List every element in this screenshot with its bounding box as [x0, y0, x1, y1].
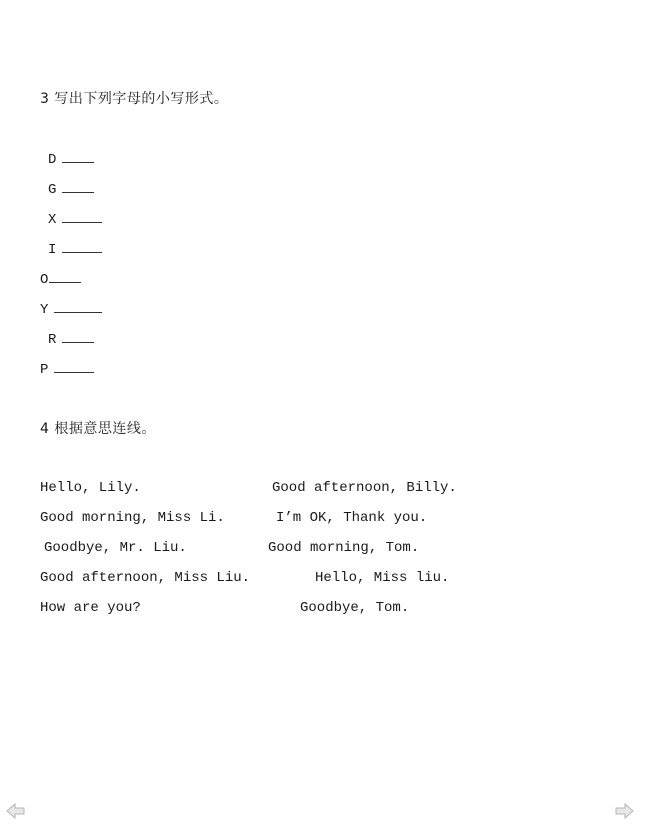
- letter-row-p: [40, 359, 94, 379]
- answer-blank-g[interactable]: [62, 179, 94, 193]
- match-right-item[interactable]: I’m OK, Thank you.: [276, 510, 428, 526]
- letter-row-r: [48, 329, 94, 349]
- letter-p: P: [40, 362, 49, 378]
- match-right-item[interactable]: Good afternoon, Billy.: [272, 480, 457, 496]
- match-left-item[interactable]: Good afternoon, Miss Liu.: [40, 570, 251, 586]
- answer-blank-y[interactable]: [54, 299, 102, 313]
- answer-blank-x[interactable]: [62, 209, 102, 223]
- answer-blank-r[interactable]: [62, 329, 94, 343]
- letter-i: I: [48, 242, 57, 258]
- letter-row-o: [40, 269, 81, 289]
- answer-blank-i[interactable]: [62, 239, 102, 253]
- letter-row-y: [40, 299, 102, 319]
- match-left-item[interactable]: How are you?: [40, 600, 141, 616]
- next-page-button[interactable]: [614, 802, 634, 820]
- letter-o: O: [40, 272, 49, 288]
- letter-row-g: [48, 179, 94, 199]
- answer-blank-o[interactable]: [49, 269, 81, 283]
- match-left-item[interactable]: Good morning, Miss Li.: [40, 510, 225, 526]
- match-left-item[interactable]: Hello, Lily.: [40, 480, 141, 496]
- arrow-left-icon: [6, 802, 26, 820]
- letter-row-d: [48, 149, 94, 169]
- letter-g: G: [48, 182, 57, 198]
- answer-blank-d[interactable]: [62, 149, 94, 163]
- match-left-item[interactable]: Goodbye, Mr. Liu.: [44, 540, 187, 556]
- match-right-item[interactable]: Hello, Miss liu.: [315, 570, 450, 586]
- letter-d: D: [48, 152, 57, 168]
- letter-x: X: [48, 212, 57, 228]
- prev-page-button[interactable]: [6, 802, 26, 820]
- arrow-right-icon: [614, 802, 634, 820]
- letter-row-i: [48, 239, 102, 259]
- letter-y: Y: [40, 302, 49, 318]
- match-right-item[interactable]: Goodbye, Tom.: [300, 600, 410, 616]
- answer-blank-p[interactable]: [54, 359, 94, 373]
- section-4-title: 4 根据意思连线。: [40, 421, 156, 437]
- letter-r: R: [48, 332, 57, 348]
- match-right-item[interactable]: Good morning, Tom.: [268, 540, 420, 556]
- letter-row-x: [48, 209, 102, 229]
- section-3-title: 3 写出下列字母的小写形式。: [40, 91, 229, 107]
